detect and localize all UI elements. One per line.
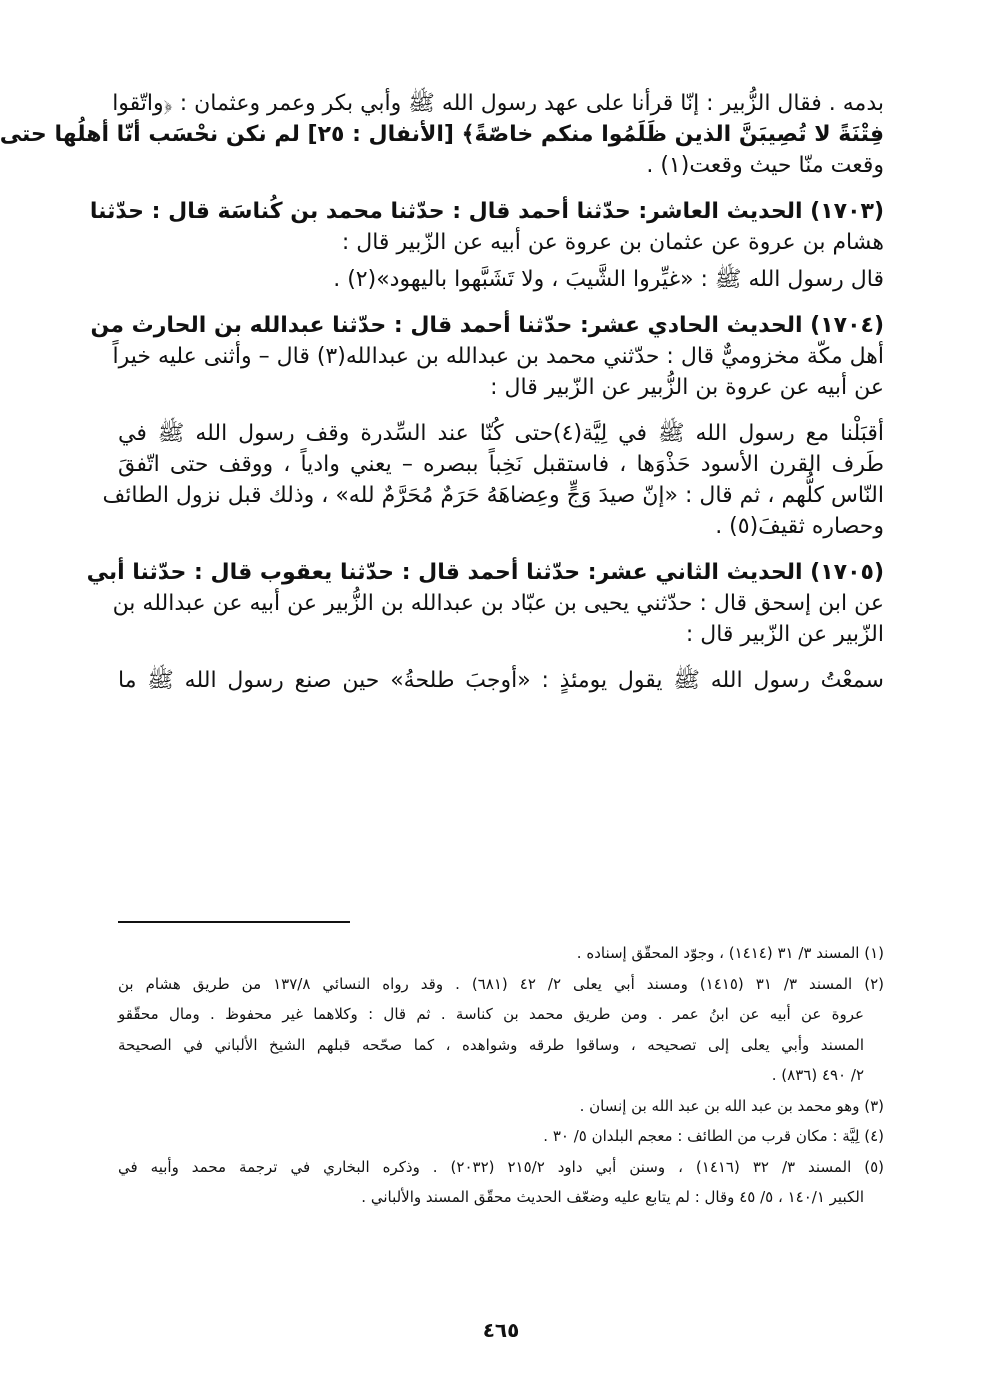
text-line: بدمه . فقال الزُّبير : إنّا قرأنا على عهد رسول الله ﷺ وأبي بكر وعمر وعثمان : ﴿واتّقوا	[112, 91, 884, 116]
footnote-line: (١) المسند ٣/ ٣١ (١٤١٤) ، وجوّد المحقّق إسناده .	[576, 944, 884, 962]
hadith-1703-text	[118, 264, 884, 295]
hadith-1704-heading	[90, 310, 884, 403]
text-line: النّاس كلُّهم ، ثم قال : «إنّ صيدَ وَجٍّ وعِضاهَهُ حَرَمٌ مُحَرَّمٌ لله» ، وذلك قبل نزول الطائف	[102, 483, 884, 508]
quran-verse-line: فِتْنَةً لا تُصِيبَنَّ الذين ظَلَمُوا منكم خاصّةً﴾ [الأنفال : ٢٥] لم نكن نحْسَب أنّا أهلُها حتى	[0, 122, 884, 147]
text-line: قال رسول الله ﷺ : «غيِّروا الشَّيبَ ، ولا تَشَبَّهوا باليهود»(٢) .	[333, 267, 884, 292]
footnote-line: (٢) المسند ٣/ ٣١ (١٤١٥) ومسند أبي يعلى ٢/ ٤٢ (٦٨١) . وقد رواه النسائي ١٣٧/٨ من طريق هشام بن	[118, 974, 884, 993]
text-line: أقبَلْنا مع رسول الله ﷺ في لِيَّة(٤)حتى كُنّا عند السِّدرة وقف رسول الله ﷺ في	[118, 421, 884, 446]
text-line: وحصاره ثقيفَ(٥) .	[715, 514, 884, 539]
hadith-1705-text	[118, 665, 884, 696]
text-line: طَرف القرن الأسود حَذْوَها ، فاستقبل نَخِباً ببصره – يعني وادياً ، ووقف حتى اتّفقَ	[118, 452, 884, 477]
footnote-line: (٥) المسند ٣/ ٣٢ (١٤١٦) ، وسنن أبي داود ٢١٥/٢ (٢٠٣٢) . وذكره البخاري في ترجمة محمد وأبيه في	[118, 1157, 885, 1176]
hadith-1703-heading	[89, 196, 884, 258]
text-line: أهل مكّة مخزوميٌّ قال : حدّثني محمد بن عبدالله بن عبدالله(٣) قال – وأثنى عليه خيراً	[112, 344, 884, 369]
hadith-heading-line: (١٧٠٣) الحديث العاشر: حدّثنا أحمد قال : حدّثنا محمد بن كُناسَة قال : حدّثنا	[89, 199, 884, 224]
footnote-line: ٢/ ٤٩٠ (٨٣٦) .	[771, 1066, 864, 1084]
text-line: الزّبير عن الزّبير قال :	[685, 622, 884, 647]
hadith-heading-line: (١٧٠٤) الحديث الحادي عشر: حدّثنا أحمد قال : حدّثنا عبدالله بن الحارث من	[90, 313, 884, 338]
footnote-line: المسند وأبي يعلى إلى تصحيحه ، وساقوا طرقه وشواهده ، كما صحّحه قبلهم الشيخ الألباني في الصحيحة	[118, 1035, 864, 1054]
paragraph-continuation	[0, 88, 884, 181]
hadith-1705-heading	[86, 557, 884, 650]
text-line: عن ابن إسحق قال : حدّثني يحيى بن عبّاد بن عبدالله بن الزُّبير عن أبيه عن عبدالله بن	[112, 591, 884, 616]
text-line: هشام بن عروة عن عثمان بن عروة عن أبيه عن الزّبير قال :	[341, 230, 884, 255]
hadith-heading-line: (١٧٠٥) الحديث الثاني عشر: حدّثنا أحمد قال : حدّثنا يعقوب قال : حدّثنا أبي	[86, 560, 884, 585]
footnote-line: عروة عن أبيه عن ابنُ عمر . ومن طريق محمد بن كناسة . ثم قال : وكلاهما غير محفوظ . ومال محقّقو	[118, 1005, 864, 1023]
text-line: عن أبيه عن عروة بن الزُّبير عن الزّبير قال :	[490, 375, 884, 400]
footnotes	[118, 938, 884, 1213]
footnote-divider	[118, 921, 350, 923]
text-line: وقعت منّا حيث وقعت(١) .	[646, 153, 884, 178]
footnote-line: (٣) وهو محمد بن عبد الله بن عبد الله بن إنسان .	[579, 1096, 884, 1115]
footnote-line: الكبير ١٤٠/١ ، ٥/ ٤٥ وقال : لم يتابع عليه وضعّف الحديث محقّق المسند والألباني .	[361, 1188, 864, 1206]
page-number: ٤٦٥	[482, 1318, 520, 1342]
footnote-line: (٤) لِيَّة : مكان قرب من الطائف : معجم البلدان ٥/ ٣٠ .	[543, 1127, 884, 1145]
book-page	[0, 88, 885, 1358]
hadith-1704-text	[102, 418, 884, 542]
text-line: سمعْتُ رسول الله ﷺ يقول يومئذٍ : «أوجبَ طلحةُ» حين صنع رسول الله ﷺ ما	[118, 668, 884, 693]
